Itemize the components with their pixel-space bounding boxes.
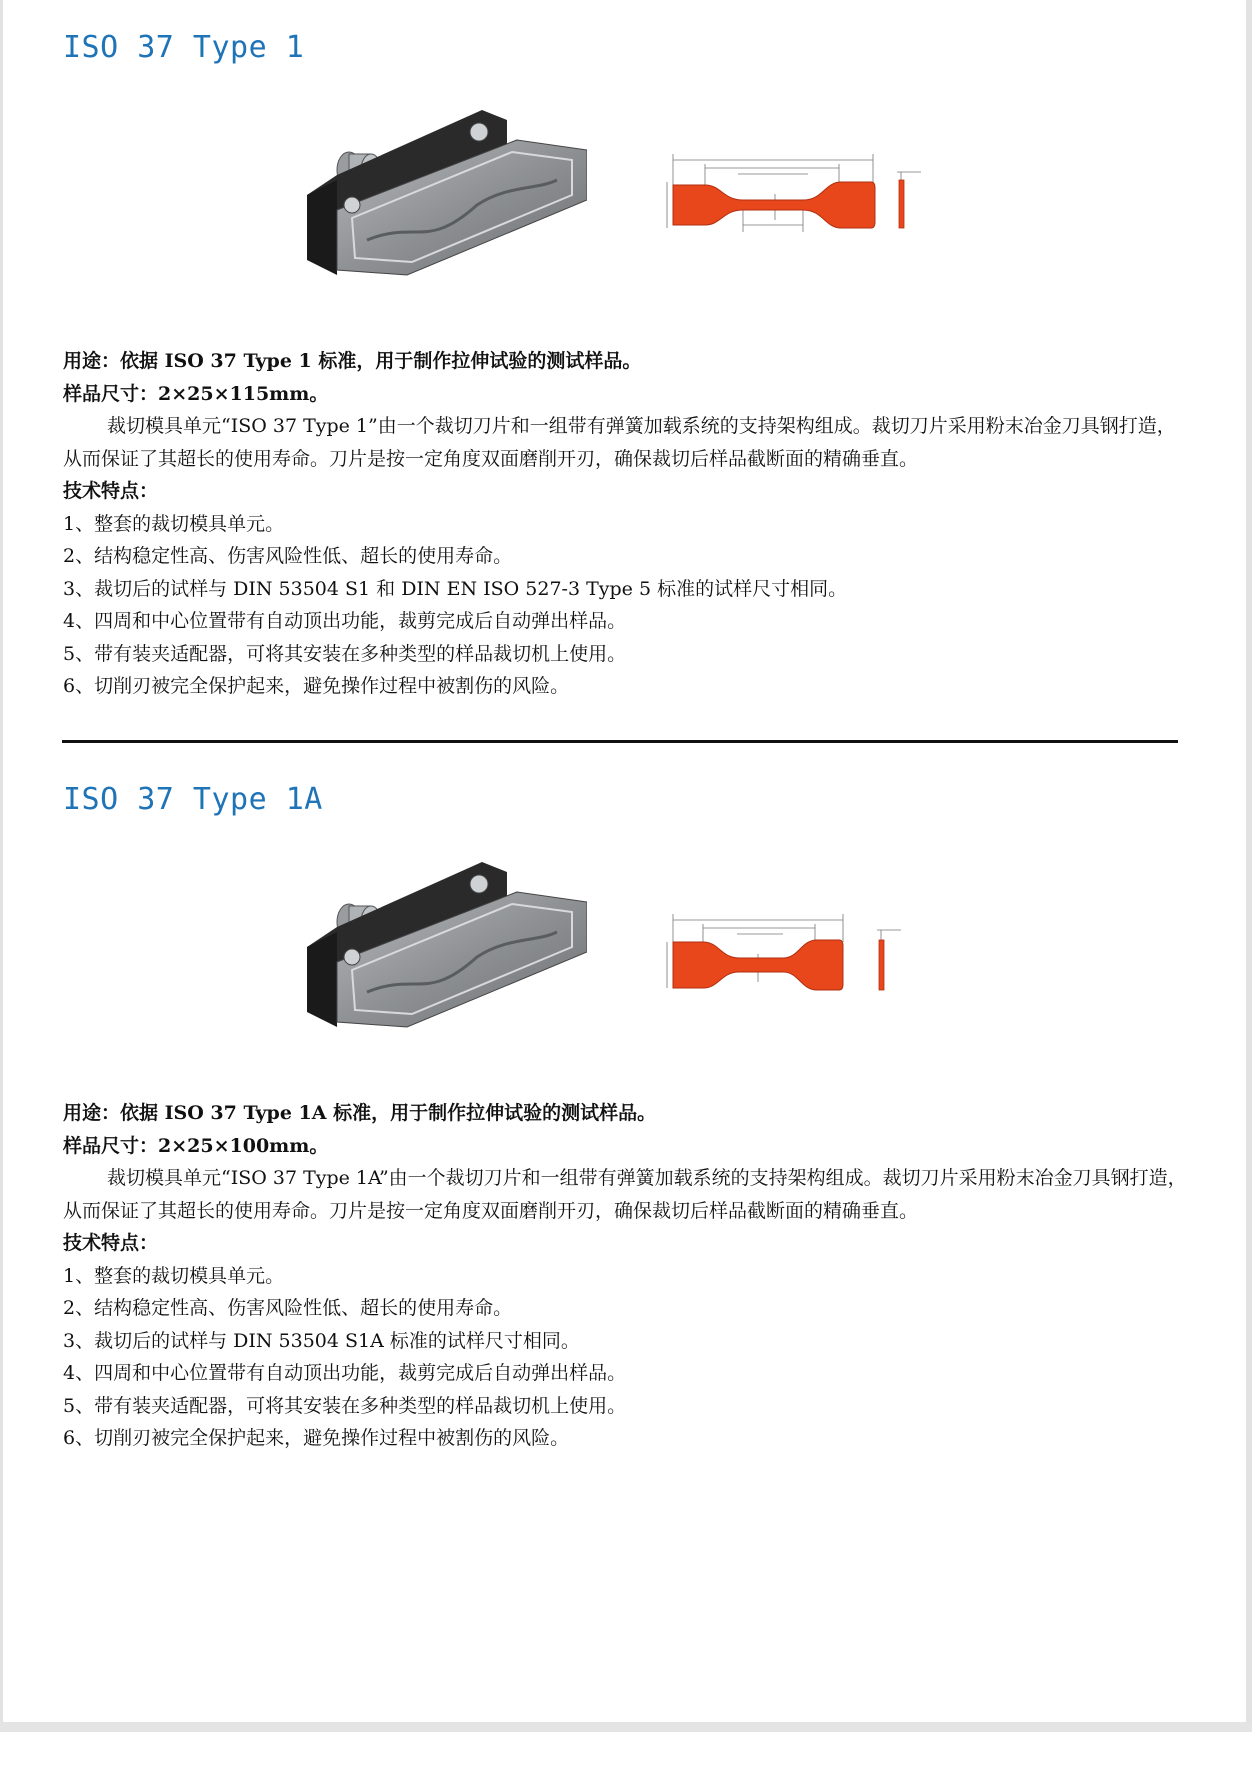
feature-item: 5、带有装夹适配器，可将其安装在多种类型的样品裁切机上使用。: [63, 642, 627, 665]
sample-size-text: 样品尺寸：2×25×100mm。: [63, 1134, 329, 1157]
feature-item: 3、裁切后的试样与 DIN 53504 S1A 标准的试样尺寸相同。: [63, 1329, 580, 1352]
feature-item: 6、切削刃被完全保护起来，避免操作过程中被割伤的风险。: [63, 675, 570, 697]
description-text: 裁切模具单元“ISO 37 Type 1A”由一个裁切刀片和一组带有弹簧加载系统的支持架构组成。裁切刀片采用粉末冶金刀具钢打造，从而保证了其超长的使用寿命。刀片是按一定角度双面磨削开刃，确保裁切后样品截断面的精确垂直。: [63, 1167, 1187, 1222]
feature-item: 5、带有装夹适配器，可将其安装在多种类型的样品裁切机上使用。: [63, 1394, 627, 1417]
section-title: ISO 37 Type 1: [63, 30, 305, 65]
section-text: [63, 1097, 1193, 1455]
purpose-text: 用途：依据 ISO 37 Type 1A 标准，用于制作拉伸试验的测试样品。: [63, 1102, 657, 1124]
features-heading: 技术特点：: [63, 480, 159, 502]
feature-item: 4、四周和中心位置带有自动顶出功能，裁剪完成后自动弹出样品。: [63, 1362, 627, 1384]
cutting-die-image: [307, 110, 587, 310]
section-text: [63, 345, 1193, 703]
section-title: ISO 37 Type 1A: [63, 782, 323, 817]
feature-item: 3、裁切后的试样与 DIN 53504 S1 和 DIN EN ISO 527-3 Type 5 标准的试样尺寸相同。: [63, 577, 848, 600]
feature-item: 4、四周和中心位置带有自动顶出功能，裁剪完成后自动弹出样品。: [63, 610, 627, 632]
scrollbar-track[interactable]: [1246, 0, 1252, 1722]
feature-item: 2、结构稳定性高、伤害风险性低、超长的使用寿命。: [63, 1297, 513, 1319]
feature-item: 6、切削刃被完全保护起来，避免操作过程中被割伤的风险。: [63, 1427, 570, 1449]
description-text: 裁切模具单元“ISO 37 Type 1”由一个裁切刀片和一组带有弹簧加载系统的支持架构组成。裁切刀片采用粉末冶金刀具钢打造，从而保证了其超长的使用寿命。刀片是按一定角度双面磨削开刃，确保裁切后样品截断面的精确垂直。: [63, 415, 1176, 470]
page-left-edge: [0, 0, 3, 1722]
sample-size-text: 样品尺寸：2×25×115mm。: [63, 382, 329, 405]
specimen-dimension-diagram: [663, 902, 963, 1012]
section-divider: [62, 740, 1178, 743]
feature-item: 1、整套的裁切模具单元。: [63, 512, 285, 535]
cutting-die-image: [307, 862, 587, 1062]
feature-item: 2、结构稳定性高、伤害风险性低、超长的使用寿命。: [63, 545, 513, 567]
specimen-dimension-diagram: [663, 140, 963, 260]
purpose-text: 用途：依据 ISO 37 Type 1 标准，用于制作拉伸试验的测试样品。: [63, 350, 642, 372]
page-break-band: [0, 1722, 1252, 1732]
feature-item: 1、整套的裁切模具单元。: [63, 1264, 285, 1287]
features-heading: 技术特点：: [63, 1232, 159, 1254]
